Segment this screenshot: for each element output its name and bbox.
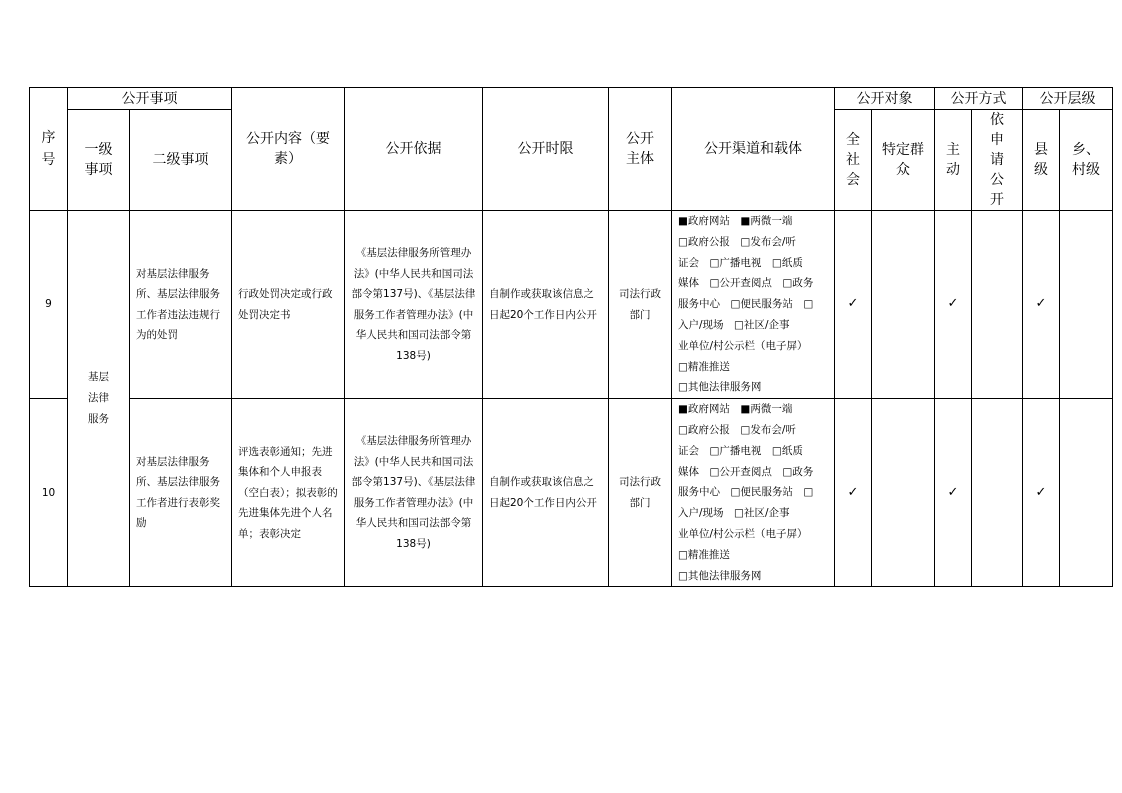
header-method: 公开方式 <box>935 88 1023 110</box>
channel-line: □精准推送 <box>678 548 730 561</box>
header-matters: 公开事项 <box>68 88 232 110</box>
row-level2: 对基层法律服务所、基层法律服务工作者违法违规行为的处罚 <box>130 211 232 399</box>
check-icon: ✓ <box>835 211 872 399</box>
channel-line: 证会 □广播电视 □纸质 <box>678 444 803 457</box>
row-channels <box>672 211 835 399</box>
header-level1: 一级事项 <box>68 110 130 211</box>
row-township <box>1060 399 1113 587</box>
row-basis: 《基层法律服务所管理办法》(中华人民共和国司法部令第137号)、《基层法律服务工作者管理办法》(中华人民共和国司法部令第138号) <box>345 211 483 399</box>
row-content: 评选表彰通知；先进集体和个人申报表（空白表）；拟表彰的先进集体先进个人名单；表彰决定 <box>232 399 345 587</box>
check-icon: ✓ <box>935 211 972 399</box>
level1-group: 基层法律服务 <box>68 211 130 587</box>
row-township <box>1060 211 1113 399</box>
channel-line: □精准推送 <box>678 360 730 373</box>
row-specific-groups <box>872 211 935 399</box>
header-basis: 公开依据 <box>345 88 483 211</box>
header-on-request: 依申请公开 <box>972 110 1023 211</box>
channel-line: 证会 □广播电视 □纸质 <box>678 256 803 269</box>
header-subject: 公开主体 <box>609 88 672 211</box>
row-subject: 司法行政部门 <box>609 211 672 399</box>
row-seq: 10 <box>30 399 68 587</box>
header-specific-groups: 特定群众 <box>872 110 935 211</box>
header-township: 乡、村级 <box>1060 110 1113 211</box>
channel-line: 服务中心 □便民服务站 □ <box>678 298 814 311</box>
channel-line: □其他法律服务网 <box>678 381 762 394</box>
channel-line: 服务中心 □便民服务站 □ <box>678 486 814 499</box>
channel-line: 业单位/村公示栏（电子屏） <box>678 527 808 540</box>
row-content: 行政处罚决定或行政处罚决定书 <box>232 211 345 399</box>
row-channels <box>672 399 835 587</box>
row-specific-groups <box>872 399 935 587</box>
check-icon: ✓ <box>935 399 972 587</box>
channel-line: 媒体 □公开查阅点 □政务 <box>678 277 814 290</box>
channel-line: 媒体 □公开查阅点 □政务 <box>678 465 814 478</box>
row-on-request <box>972 211 1023 399</box>
header-level2: 二级事项 <box>130 110 232 211</box>
header-county: 县级 <box>1023 110 1060 211</box>
table-row <box>30 399 1113 587</box>
header-channels: 公开渠道和载体 <box>672 88 835 211</box>
header-content: 公开内容（要素） <box>232 88 345 211</box>
channel-line: □政府公报 □发布会/听 <box>678 235 796 248</box>
channel-line: □其他法律服务网 <box>678 569 762 582</box>
header-seq: 序号 <box>30 88 68 211</box>
header-audience: 公开对象 <box>835 88 935 110</box>
check-icon: ✓ <box>835 399 872 587</box>
check-icon: ✓ <box>1023 399 1060 587</box>
channel-line: ■政府网站 ■两微一端 <box>678 403 793 416</box>
header-all-society: 全社会 <box>835 110 872 211</box>
disclosure-table <box>29 87 1113 587</box>
table-row <box>30 211 1113 399</box>
row-level2: 对基层法律服务所、基层法律服务工作者进行表彰奖励 <box>130 399 232 587</box>
row-subject: 司法行政部门 <box>609 399 672 587</box>
channel-line: ■政府网站 ■两微一端 <box>678 215 793 227</box>
header-level: 公开层级 <box>1023 88 1113 110</box>
row-seq: 9 <box>30 211 68 399</box>
header-active: 主动 <box>935 110 972 211</box>
channel-line: 入户/现场 □社区/企事 <box>678 507 790 520</box>
check-icon: ✓ <box>1023 211 1060 399</box>
channel-line: 业单位/村公示栏（电子屏） <box>678 339 808 352</box>
row-time-limit: 自制作或获取该信息之日起20个工作日内公开 <box>483 399 609 587</box>
header-time-limit: 公开时限 <box>483 88 609 211</box>
channel-line: 入户/现场 □社区/企事 <box>678 318 790 331</box>
row-basis: 《基层法律服务所管理办法》(中华人民共和国司法部令第137号)、《基层法律服务工作者管理办法》(中华人民共和国司法部令第138号) <box>345 399 483 587</box>
row-time-limit: 自制作或获取该信息之日起20个工作日内公开 <box>483 211 609 399</box>
channel-line: □政府公报 □发布会/听 <box>678 423 796 436</box>
row-on-request <box>972 399 1023 587</box>
